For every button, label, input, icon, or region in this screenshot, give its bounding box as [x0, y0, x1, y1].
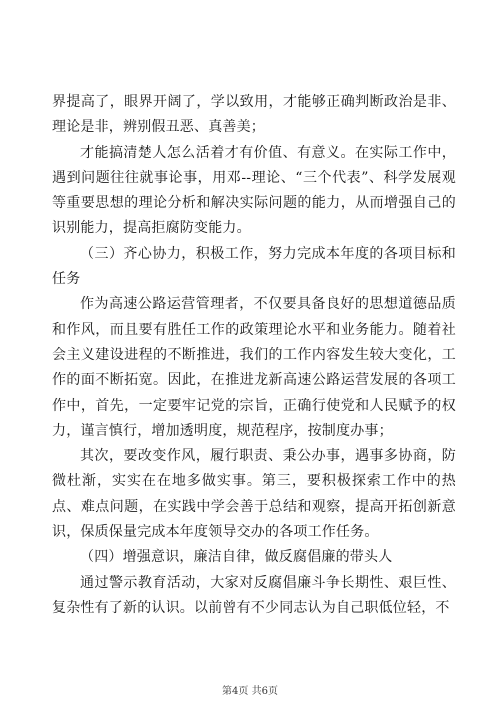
paragraph: 通过警示教育活动，大家对反腐倡廉斗争长期性、艰巨性、复杂性有了新的认识。以前曾有不少同志认为自己职低位轻，不: [52, 574, 456, 616]
paragraph: 其次，要改变作风，履行职责、秉公办事，遇事多协商，防微杜渐，实实在在地多做实事。第三，要积极探索工作中的热点、难点问题，在实践中学会善于总结和观察，提高开拓创新意识，保质保量完成本年度领导交办的各项工作任务。: [52, 448, 456, 541]
document-body: [52, 90, 456, 621]
paragraph: 才能搞清楚人怎么活着才有价值、有意义。在实际工作中，遇到问题往往就事论事，用邓--理论、“三个代表”、科学发展观等重要思想的理论分析和解决实际问题的能力，从而增强自己的识别能力，提高拒腐防变能力。: [52, 144, 456, 237]
page-footer: 第4页 共6页: [222, 686, 278, 697]
paragraph: 作为高速公路运营管理者，不仅要具备良好的思想道德品质和作风，而且要有胜任工作的政策理论水平和业务能力。随着社会主义建设进程的不断推进，我们的工作内容发生较大变化，工作的面不断拓宽。因此，在推进龙新高速公路运营发展的各项工作中，首先，一定要牢记党的宗旨，正确行使党和人民赋予的权力，谨言慎行，增加透明度，规范程序，按制度办事；: [52, 296, 456, 439]
section-heading: （三）齐心协力，积极工作，努力完成本年度的各项目标和任务: [52, 245, 456, 288]
paragraph: 界提高了，眼界开阔了，学以致用，才能够正确判断政治是非、理论是非，辨别假丑恶、真善美；: [52, 94, 456, 136]
section-heading: （四）增强意识，廉洁自律，做反腐倡廉的带头人: [80, 549, 393, 566]
